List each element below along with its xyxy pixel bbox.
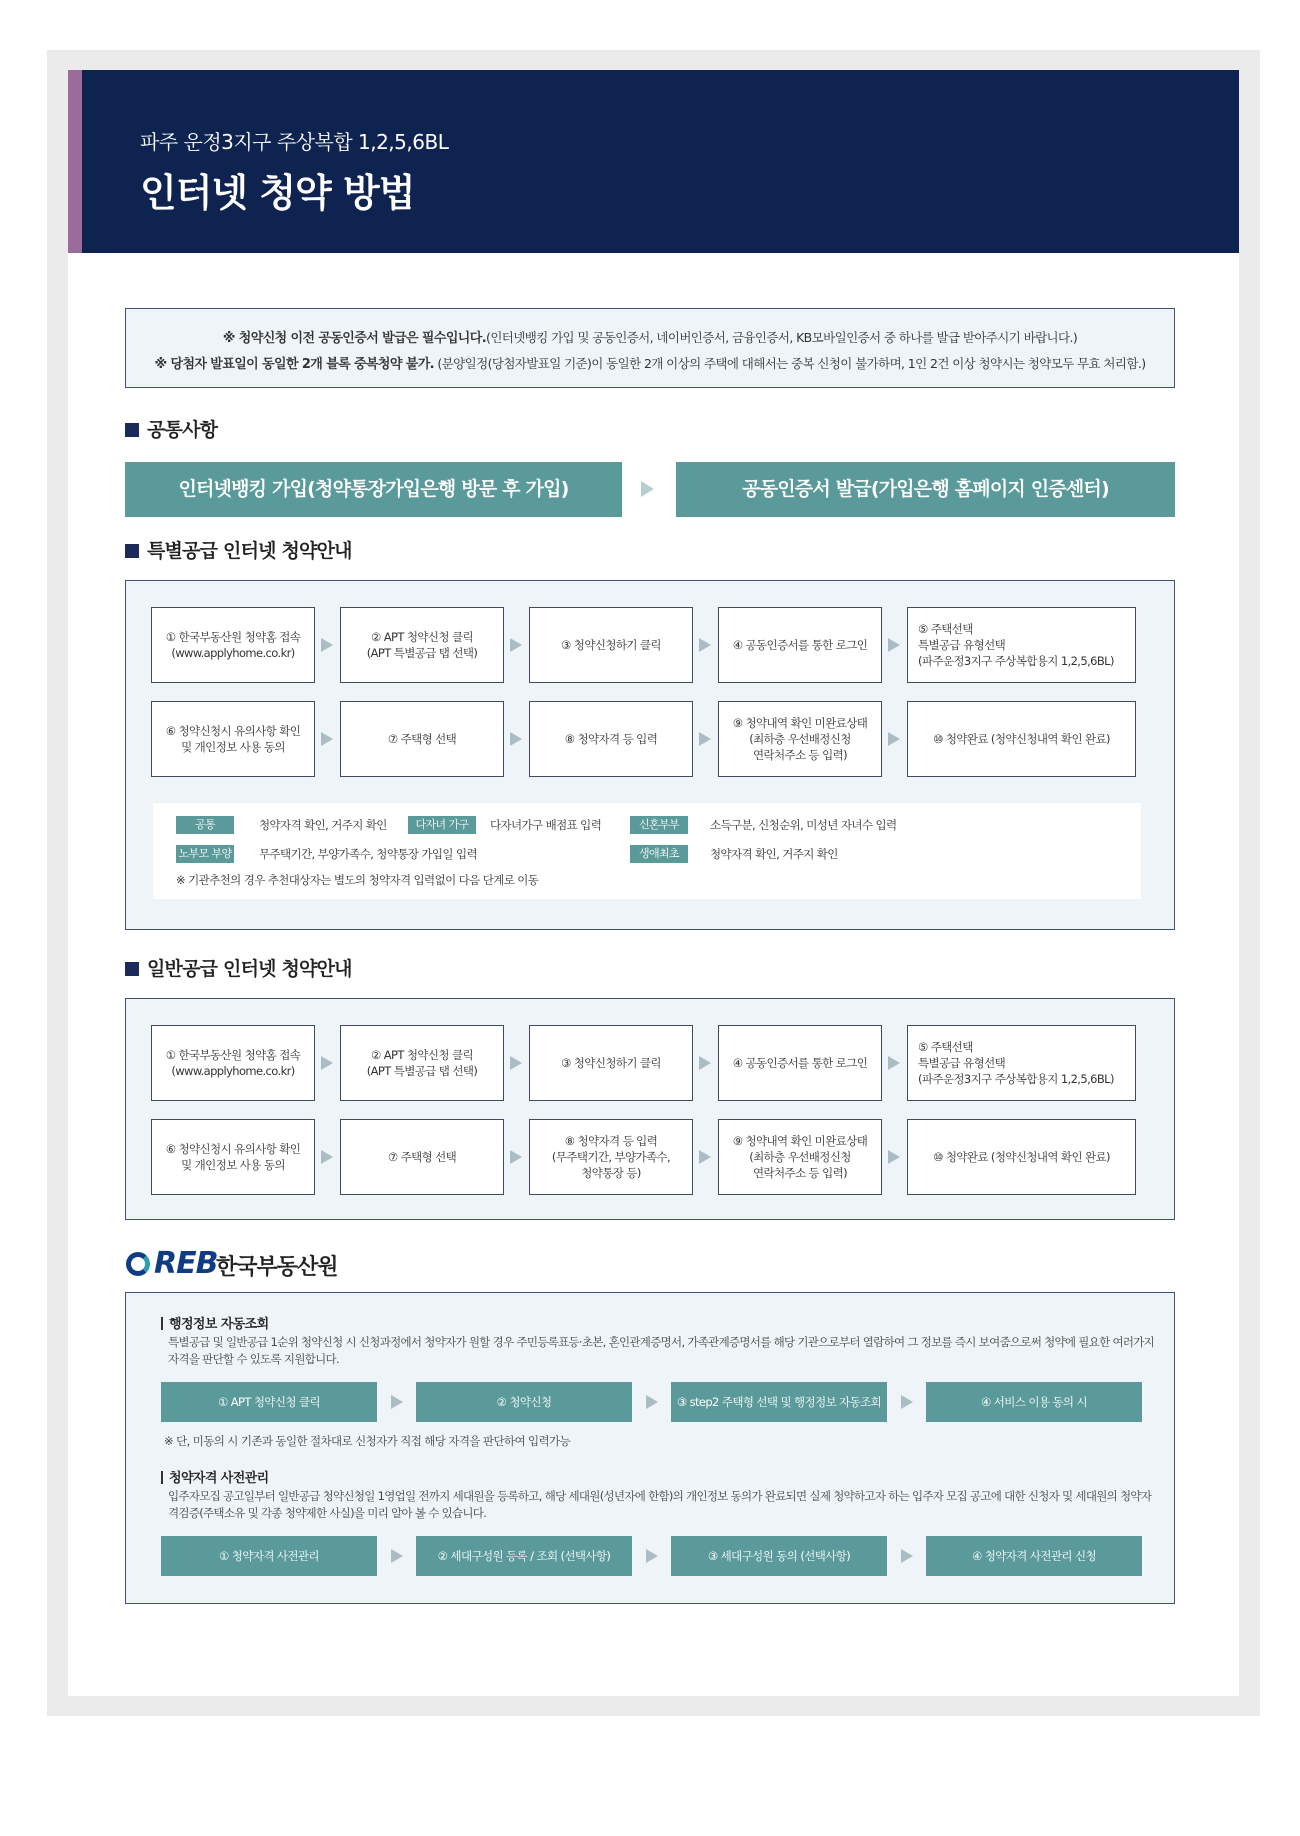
section-title-general-text: 일반공급 인터넷 청약안내 — [147, 958, 352, 980]
admin-step-1: ① APT 청약신청 클릭 — [161, 1382, 377, 1422]
heading-bar-icon — [161, 1317, 163, 1330]
section-title-common-text: 공통사항 — [147, 419, 218, 441]
arrow-right-icon — [321, 732, 333, 746]
section-title-common — [125, 415, 217, 442]
arrow-right-icon — [391, 1549, 403, 1563]
special-step-1: ① 한국부동산원 청약홈 접속 (www.applyhome.co.kr) — [151, 607, 315, 683]
legend-text-common: 청약자격 확인, 거주지 확인 — [259, 818, 387, 832]
arrow-right-icon — [391, 1395, 403, 1409]
legend-text-elderly-parent: 무주택기간, 부양가족수, 청약통장 가입일 입력 — [259, 847, 478, 861]
arrow-right-icon — [646, 1549, 658, 1563]
arrow-right-icon — [510, 1056, 522, 1070]
legend-tag-elderly-parent: 노부모 부양 — [176, 845, 234, 863]
prequal-heading — [161, 1467, 269, 1486]
legend-text-first-time: 청약자격 확인, 거주지 확인 — [710, 847, 838, 861]
notice-line-1-text: (인터넷뱅킹 가입 및 공동인증서, 네이버인증서, 금융인증서, KB모바일인증서 중 하나를 발급 받아주시기 바랍니다.) — [486, 330, 1078, 345]
arrow-right-icon — [510, 732, 522, 746]
arrow-right-icon — [646, 1395, 658, 1409]
prequal-step-2: ② 세대구성원 등록 / 조회 (선택사항) — [416, 1536, 632, 1576]
notice-line-2-bold: ※ 당첨자 발표일이 동일한 2개 블록 중복청약 불가. — [154, 357, 435, 372]
arrow-right-icon — [510, 638, 522, 652]
page-title: 인터넷 청약 방법 — [140, 171, 415, 215]
legend-tag-first-time: 생애최초 — [630, 845, 688, 863]
general-step-8: ⑧ 청약자격 등 입력 (무주택기간, 부양가족수, 청약통장 등) — [529, 1119, 693, 1195]
notice-line-2 — [126, 353, 1174, 372]
general-step-9: ⑨ 청약내역 확인 미완료상태 (최하층 우선배정신청 연락처주소 등 입력) — [718, 1119, 882, 1195]
legend-tag-multichild: 다자녀 가구 — [408, 816, 476, 834]
legend-text-newlywed: 소득구분, 신청순위, 미성년 자녀수 입력 — [710, 818, 897, 832]
prequal-step-3: ③ 세대구성원 동의 (선택사항) — [671, 1536, 887, 1576]
special-step-6: ⑥ 청약신청시 유의사항 확인 및 개인정보 사용 동의 — [151, 701, 315, 777]
general-step-2: ② APT 청약신청 클릭 (APT 특별공급 탭 선택) — [340, 1025, 504, 1101]
prequal-description: 입주자모집 공고일부터 일반공급 청약신청일 1영업일 전까지 세대원을 등록하고, 해당 세대원(성년자에 한함)의 개인정보 동의가 완료되면 실제 청약하고자 하는 입주자 모집 공고에 대한 신청자 및 세대원의 청약자격검증(주택소유 및 각종 청약제한 사실)을 미리 알아 볼 수 있습니다. — [168, 1489, 1152, 1520]
square-bullet-icon — [125, 423, 139, 437]
arrow-right-icon — [510, 1150, 522, 1164]
square-bullet-icon — [125, 544, 139, 558]
square-bullet-icon — [125, 962, 139, 976]
section-title-special — [125, 536, 352, 563]
prequal-step-1: ① 청약자격 사전관리 — [161, 1536, 377, 1576]
common-step-internet-banking: 인터넷뱅킹 가입(청약통장가입은행 방문 후 가입) — [125, 462, 622, 517]
legend-text-multichild: 다자녀가구 배점표 입력 — [490, 818, 602, 832]
admin-info-title: 행정정보 자동조회 — [169, 1317, 269, 1332]
special-step-9: ⑨ 청약내역 확인 미완료상태 (최하층 우선배정신청 연락처주소 등 입력) — [718, 701, 882, 777]
admin-step-4: ④ 서비스 이용 동의 시 — [926, 1382, 1142, 1422]
header-subtitle: 파주 운정3지구 주상복합 1,2,5,6BL — [140, 130, 449, 154]
admin-step-3: ③ step2 주택형 선택 및 행정정보 자동조회 — [671, 1382, 887, 1422]
notice-line-2-text: (분양일정(당첨자발표일 기준)이 동일한 2개 이상의 주택에 대해서는 중복 신청이 불가하며, 1인 2건 이상 청약시는 청약모두 무효 처리함.) — [434, 356, 1146, 371]
notice-box — [125, 308, 1175, 388]
section-title-special-text: 특별공급 인터넷 청약안내 — [147, 540, 352, 562]
special-step-7: ⑦ 주택형 선택 — [340, 701, 504, 777]
special-step-2: ② APT 청약신청 클릭 (APT 특별공급 탭 선택) — [340, 607, 504, 683]
arrow-right-icon — [699, 732, 711, 746]
special-step-4: ④ 공동인증서를 통한 로그인 — [718, 607, 882, 683]
admin-step-2: ② 청약신청 — [416, 1382, 632, 1422]
arrow-right-icon — [888, 732, 900, 746]
section-title-general — [125, 954, 352, 981]
special-step-3: ③ 청약신청하기 클릭 — [529, 607, 693, 683]
arrow-right-icon — [888, 638, 900, 652]
general-step-7: ⑦ 주택형 선택 — [340, 1119, 504, 1195]
special-legend — [153, 803, 1141, 899]
general-step-3: ③ 청약신청하기 클릭 — [529, 1025, 693, 1101]
arrow-right-icon — [641, 481, 654, 497]
legend-note: ※ 기관추천의 경우 추천대상자는 별도의 청약자격 입력없이 다음 단계로 이동 — [176, 873, 539, 887]
prequal-step-4: ④ 청약자격 사전관리 신청 — [926, 1536, 1142, 1576]
prequal-title: 청약자격 사전관리 — [169, 1471, 269, 1486]
arrow-right-icon — [699, 1056, 711, 1070]
legend-tag-common: 공통 — [176, 816, 234, 834]
general-step-1: ① 한국부동산원 청약홈 접속 (www.applyhome.co.kr) — [151, 1025, 315, 1101]
services-panel — [125, 1292, 1175, 1604]
arrow-right-icon — [901, 1549, 913, 1563]
heading-bar-icon — [161, 1471, 163, 1484]
arrow-right-icon — [699, 638, 711, 652]
arrow-right-icon — [321, 638, 333, 652]
header-banner — [68, 70, 1239, 253]
notice-line-1-bold: ※ 청약신청 이전 공동인증서 발급은 필수입니다. — [222, 331, 487, 346]
general-step-6: ⑥ 청약신청시 유의사항 확인 및 개인정보 사용 동의 — [151, 1119, 315, 1195]
reb-logo-mark: REB — [154, 1246, 218, 1281]
arrow-right-icon — [321, 1056, 333, 1070]
header-accent-stripe — [68, 70, 82, 253]
admin-info-note: ※ 단, 미동의 시 기존과 동일한 절차대로 신청자가 직접 해당 자격을 판단하여 입력가능 — [164, 1434, 571, 1448]
arrow-right-icon — [901, 1395, 913, 1409]
special-supply-panel — [125, 580, 1175, 930]
admin-info-description: 특별공급 및 일반공급 1순위 청약신청 시 신청과정에서 청약자가 원할 경우 주민등록표등·초본, 혼인관계증명서, 가족관계증명서를 해당 기관으로부터 열람하여 그 정보를 즉시 보여줌으로써 청약에 필요한 여러가지 자격을 판단할 수 있도록 지원합니다. — [168, 1335, 1155, 1366]
general-step-4: ④ 공동인증서를 통한 로그인 — [718, 1025, 882, 1101]
notice-line-1 — [126, 327, 1174, 346]
special-step-8: ⑧ 청약자격 등 입력 — [529, 701, 693, 777]
reb-logo-symbol-icon — [126, 1252, 150, 1276]
arrow-right-icon — [888, 1056, 900, 1070]
general-step-5: ⑤ 주택선택 특별공급 유형선택 (파주운정3지구 주상복합용지 1,2,5,6BL) — [907, 1025, 1136, 1101]
general-step-10: ⑩ 청약완료 (청약신청내역 확인 완료) — [907, 1119, 1136, 1195]
arrow-right-icon — [699, 1150, 711, 1164]
arrow-right-icon — [321, 1150, 333, 1164]
admin-info-heading — [161, 1313, 269, 1332]
special-step-5: ⑤ 주택선택 특별공급 유형선택 (파주운정3지구 주상복합용지 1,2,5,6BL) — [907, 607, 1136, 683]
special-step-10: ⑩ 청약완료 (청약신청내역 확인 완료) — [907, 701, 1136, 777]
reb-logo-name: 한국부동산원 — [216, 1255, 338, 1280]
arrow-right-icon — [888, 1150, 900, 1164]
legend-tag-newlywed: 신혼부부 — [630, 816, 688, 834]
common-step-certificate: 공동인증서 발급(가입은행 홈페이지 인증센터) — [676, 462, 1175, 517]
general-supply-panel — [125, 998, 1175, 1220]
document-sheet — [68, 70, 1239, 1696]
